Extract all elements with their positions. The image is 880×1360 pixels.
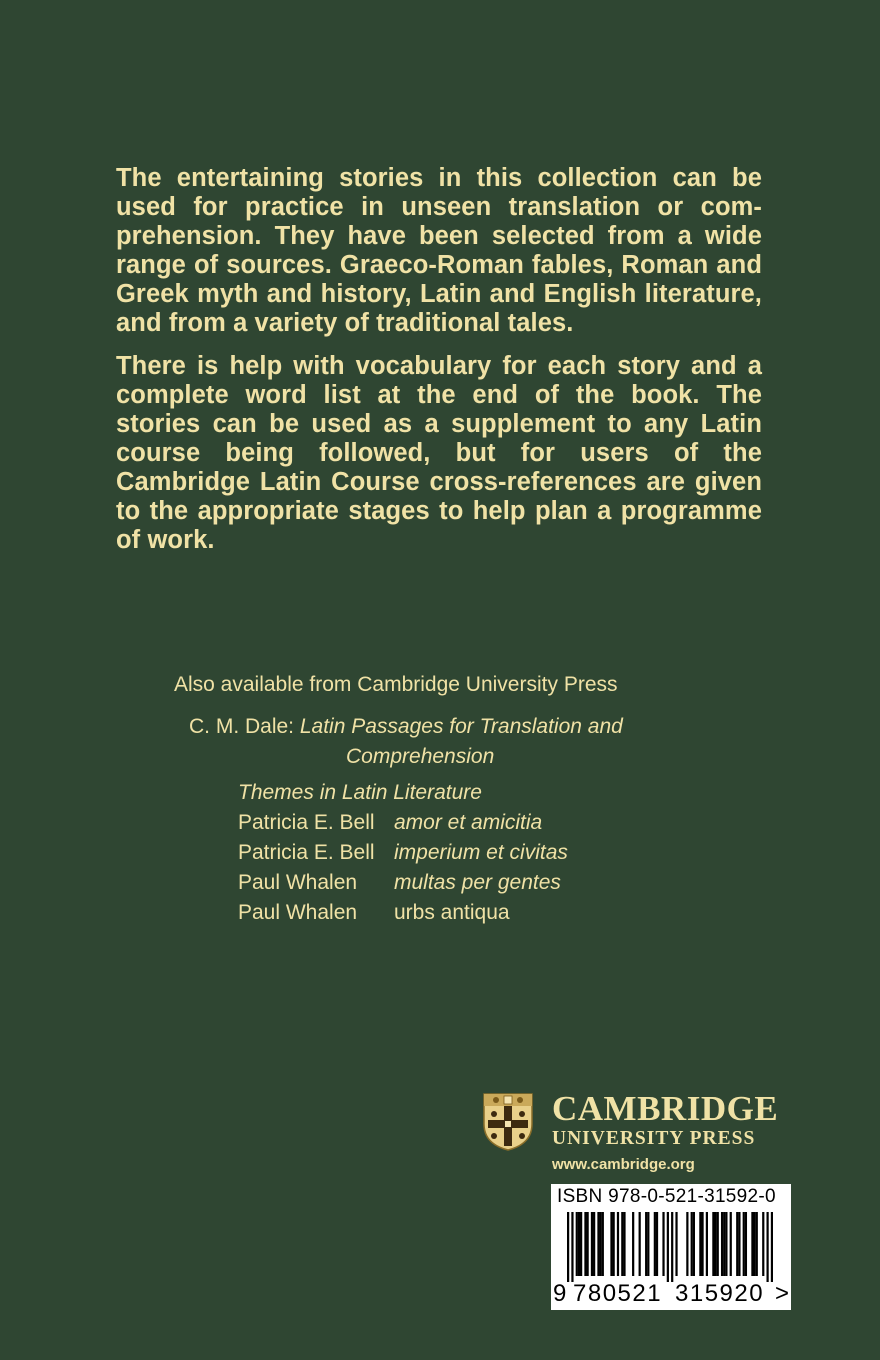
barcode-bar (701, 1212, 703, 1276)
barcode-bar (730, 1212, 732, 1276)
barcode-bar (591, 1212, 593, 1276)
book-author: Paul Whalen (238, 901, 358, 924)
barcode-bar (721, 1212, 723, 1276)
ean-right-digits: 315920 (675, 1280, 765, 1307)
barcode-bar (753, 1212, 755, 1276)
back-cover-blurb (116, 164, 762, 569)
series-title: Themes in Latin Literature (238, 781, 482, 804)
barcode-bar (571, 1212, 573, 1282)
book-list-item (238, 898, 510, 928)
ean-digits (551, 1280, 791, 1308)
barcode-bar (745, 1212, 747, 1276)
barcode-bar (762, 1212, 764, 1276)
barcode-bar (725, 1212, 727, 1276)
publisher-block (482, 1090, 802, 1180)
barcode-bar (654, 1212, 656, 1276)
barcode-bar (623, 1212, 625, 1276)
book-list-item (238, 808, 542, 838)
barcode-bar (617, 1212, 619, 1276)
barcode-bar (645, 1212, 647, 1276)
dale-title-line-2: Comprehension (346, 745, 495, 768)
barcode-bar (714, 1212, 716, 1276)
barcode-bar (738, 1212, 740, 1276)
ean-left-digits: 780521 (573, 1280, 663, 1307)
barcode-bar (632, 1212, 634, 1276)
barcode-bar (706, 1212, 708, 1276)
isbn-label: ISBN 978-0-521-31592-0 (557, 1186, 776, 1207)
barcode-bar (723, 1212, 725, 1276)
publisher-url: www.cambridge.org (552, 1156, 695, 1173)
publisher-name: CAMBRIDGE (552, 1089, 779, 1128)
cambridge-crest-icon (482, 1092, 534, 1152)
book-author: Patricia E. Bell (238, 841, 375, 864)
barcode-bar (671, 1212, 673, 1282)
book-title: imperium et civitas (394, 841, 568, 864)
barcode-bar (693, 1212, 695, 1276)
barcode-bar (576, 1212, 578, 1276)
barcode-bar (771, 1212, 773, 1282)
barcode-bar (647, 1212, 649, 1276)
barcode-bar (743, 1212, 745, 1276)
barcode-panel (551, 1184, 791, 1310)
publisher-subtitle: UNIVERSITY PRESS (552, 1128, 756, 1149)
barcode-bars (567, 1212, 773, 1282)
blurb-paragraph-2: There is help with vocabulary for each story and a complete word list at the end of the book. The stories can be used as a supplement to any Latin course being followed, but for users of the Cambridge Latin Course cross-references are given to the appropriate stages to help plan a programme of work. (116, 352, 762, 554)
barcode-bar (584, 1212, 586, 1276)
book-title: multas per gentes (394, 871, 561, 894)
barcode-bar (578, 1212, 580, 1276)
barcode-bar (756, 1212, 758, 1276)
book-title: amor et amicitia (394, 811, 543, 834)
barcode-bar (621, 1212, 623, 1276)
barcode-bar (587, 1212, 589, 1276)
barcode-bar (600, 1212, 602, 1276)
barcode-bar (656, 1212, 658, 1276)
barcode-bar (662, 1212, 664, 1276)
barcode-bar (675, 1212, 677, 1276)
barcode-bar (667, 1212, 669, 1282)
barcode-bar (686, 1212, 688, 1276)
barcode-bar (751, 1212, 753, 1276)
book-list-item (238, 868, 561, 898)
dale-title-line-1: Latin Passages for Translation and (299, 715, 623, 738)
ean-first-digit: 9 (553, 1280, 567, 1307)
barcode-bar (580, 1212, 582, 1276)
barcode-bar (699, 1212, 701, 1276)
also-available-heading: Also available from Cambridge University Press (174, 673, 618, 696)
dale-author: C. M. Dale: (189, 715, 300, 738)
ean-quiet-zone-arrow: > (775, 1280, 790, 1307)
book-title: urbs antiqua (394, 901, 510, 924)
barcode-bar (712, 1212, 714, 1276)
book-author: Paul Whalen (238, 871, 358, 894)
barcode-bar (766, 1212, 768, 1282)
barcode-bar (593, 1212, 595, 1276)
barcode-bar (567, 1212, 569, 1282)
barcode-bar (717, 1212, 719, 1276)
barcode-bar (610, 1212, 612, 1276)
barcode-bar (639, 1212, 641, 1276)
book-author: Patricia E. Bell (238, 811, 375, 834)
barcode-bar (613, 1212, 615, 1276)
dale-entry (189, 712, 623, 742)
barcode-bar (602, 1212, 604, 1276)
barcode-bar (736, 1212, 738, 1276)
barcode-bar (597, 1212, 599, 1276)
barcode-bar (691, 1212, 693, 1276)
blurb-paragraph-1: The entertaining stories in this collection can be used for practice in unseen translation or com-prehension. They have been selected from a wide range of sources. Graeco-Roman fables, Roman and Greek myth and history, Latin and English literature, and from a variety of traditional tales. (116, 164, 762, 337)
book-list-item (238, 838, 568, 868)
